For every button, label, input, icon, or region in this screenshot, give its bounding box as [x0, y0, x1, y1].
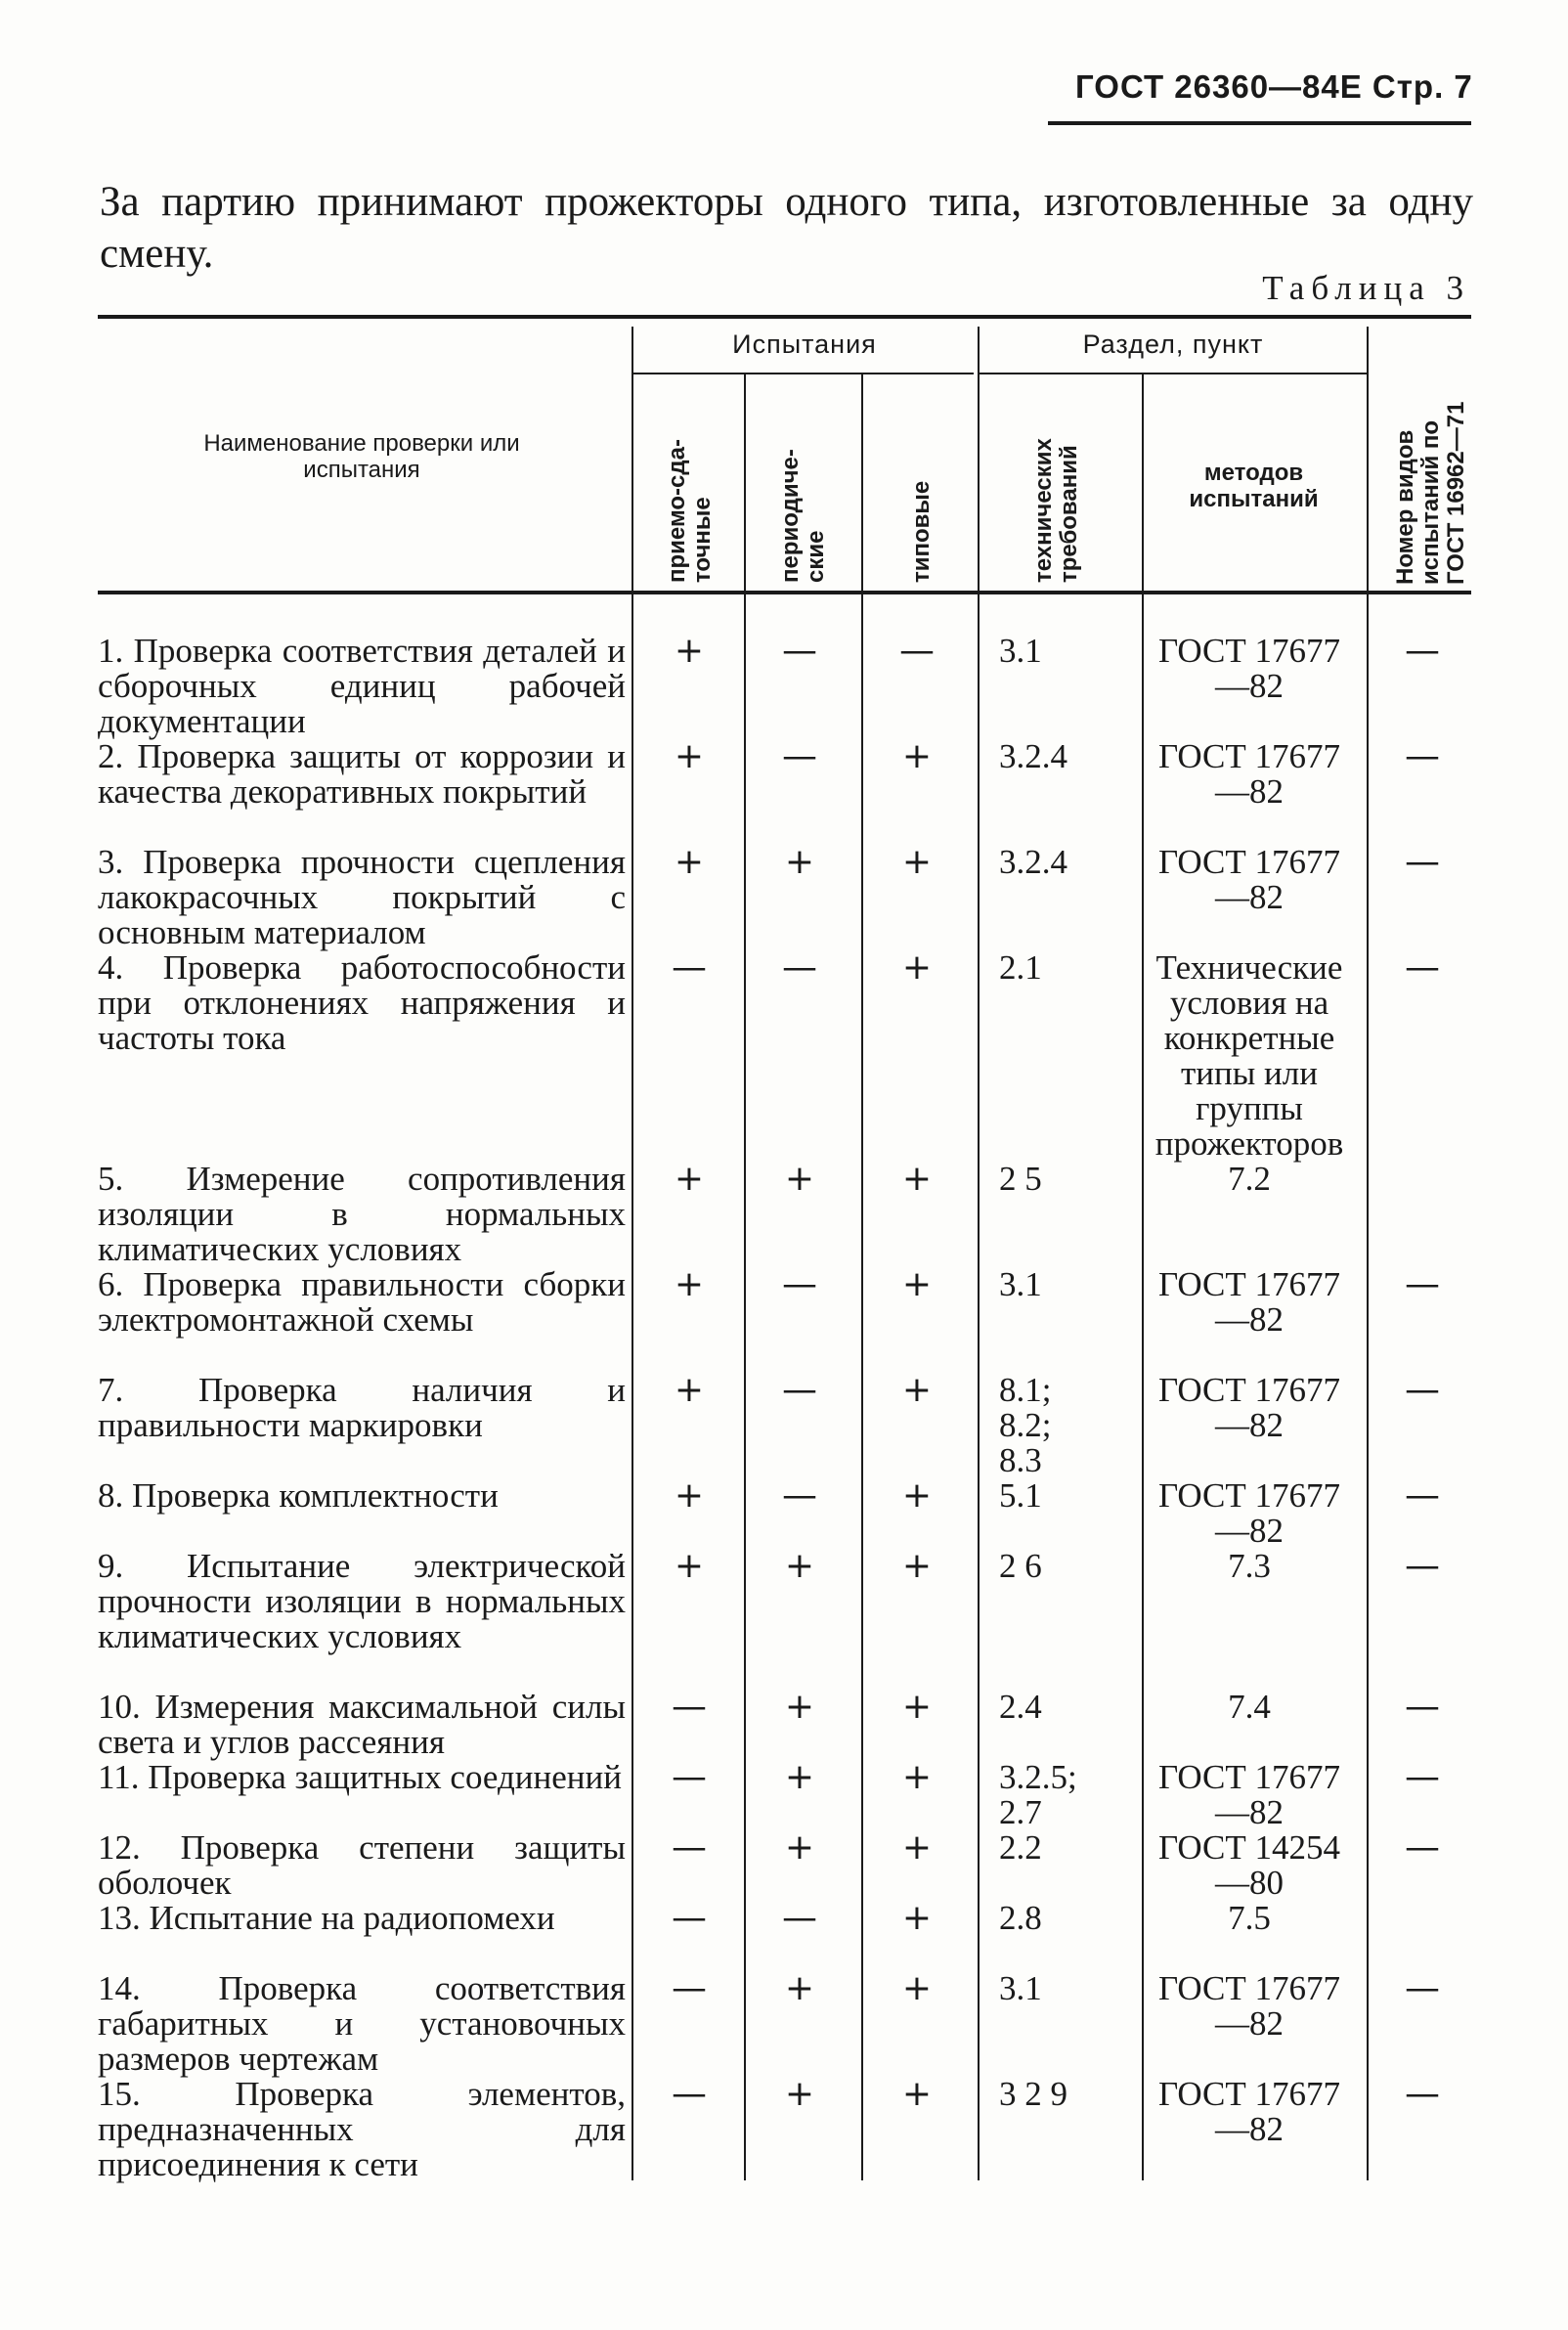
cell-gost: —: [1405, 1757, 1440, 1797]
cell-acceptance: —: [672, 1757, 707, 1797]
cell-gost: —: [1405, 1475, 1440, 1516]
cell-acceptance: —: [672, 1898, 707, 1938]
col-divider: [978, 327, 980, 2180]
cell-gost: —: [1405, 842, 1440, 882]
row-name: 7. Проверка наличия и правильности маркировки: [98, 1371, 626, 1444]
cell-gost: —: [1405, 1264, 1440, 1304]
cell-periodic: +: [784, 1757, 815, 1797]
cell-acceptance: +: [674, 1159, 705, 1199]
row-name: 9. Испытание электрической прочности изоляции в нормальных климатических условиях: [98, 1547, 626, 1655]
cell-methods: ГОСТ 17677—82: [1157, 737, 1341, 811]
cell-tech: 2 6: [999, 1547, 1042, 1585]
cell-methods: ГОСТ 17677—82: [1157, 1265, 1341, 1339]
cell-periodic: —: [782, 1264, 817, 1304]
cell-methods: ГОСТ 17677—82: [1157, 1969, 1341, 2043]
cell-acceptance: +: [674, 1475, 705, 1516]
row-name: 6. Проверка правильности сборки электромонтажной схемы: [98, 1265, 626, 1339]
row-name: 5. Измерение сопротивления изоляции в нормальных климатических условиях: [98, 1160, 626, 1268]
cell-tech: 3.2.4: [999, 737, 1067, 775]
cell-tech: 2.2: [999, 1828, 1042, 1867]
cell-periodic: —: [782, 1370, 817, 1410]
cell-tech: 3.1: [999, 1969, 1042, 2007]
cell-type: +: [901, 2074, 933, 2114]
cell-acceptance: —: [672, 2074, 707, 2114]
section-group-rule: [980, 373, 1367, 374]
cell-tech: 3.1: [999, 632, 1042, 670]
cell-methods: Технические условия на конкретные типы или группы прожекторов: [1154, 948, 1344, 1163]
row-name: 14. Проверка соответствия габаритных и установочных размеров чертежам: [98, 1969, 626, 2078]
cell-type: —: [899, 631, 935, 671]
header-section-tech: технических требований: [1030, 438, 1082, 583]
cell-periodic: +: [784, 1687, 815, 1727]
cell-tech: 3.2.5; 2.7: [999, 1758, 1077, 1831]
cell-acceptance: +: [674, 1370, 705, 1410]
cell-tech: 3.2.4: [999, 843, 1067, 881]
cell-gost: —: [1405, 1546, 1440, 1586]
row-name: 3. Проверка прочности сцепления лакокрасочных покрытий с основным материалом: [98, 843, 626, 951]
cell-periodic: +: [784, 1546, 815, 1586]
tests-group-rule: [633, 373, 974, 374]
page-header-title: ГОСТ 26360—84Е Стр. 7: [1075, 68, 1473, 105]
header-rule: [1048, 121, 1471, 125]
cell-type: +: [901, 1264, 933, 1304]
cell-tech: 2.8: [999, 1899, 1042, 1937]
table-top-rule: [98, 315, 1471, 319]
table-caption: Таблица 3: [1262, 269, 1470, 307]
cell-type: +: [901, 1757, 933, 1797]
table-header-bottom-rule: [98, 591, 1471, 594]
cell-periodic: +: [784, 2074, 815, 2114]
row-name: 4. Проверка работоспособности при отклонениях напряжения и частоты тока: [98, 948, 626, 1057]
cell-methods: ГОСТ 17677—82: [1157, 1371, 1341, 1444]
cell-gost: —: [1405, 1687, 1440, 1727]
cell-tech: 5.1: [999, 1476, 1042, 1515]
header-tests-type: типовые: [908, 480, 935, 583]
cell-tech: 8.1; 8.2; 8.3: [999, 1371, 1052, 1479]
cell-type: +: [901, 1687, 933, 1727]
cell-periodic: —: [782, 947, 817, 988]
row-name: 8. Проверка комплектности: [98, 1476, 499, 1515]
cell-acceptance: —: [672, 1687, 707, 1727]
cell-periodic: —: [782, 736, 817, 776]
cell-tech: 2.4: [999, 1688, 1042, 1726]
cell-tech: 2 5: [999, 1160, 1042, 1198]
row-name: 10. Измерения максимальной силы света и углов рассеяния: [98, 1688, 626, 1761]
cell-methods: ГОСТ 17677—82: [1157, 1476, 1341, 1550]
cell-periodic: +: [784, 842, 815, 882]
row-name: 15. Проверка элементов, предназначенных для присоединения к сети: [98, 2075, 626, 2183]
cell-periodic: +: [784, 1968, 815, 2008]
cell-gost: —: [1405, 1968, 1440, 2008]
cell-periodic: —: [782, 1898, 817, 1938]
cell-methods: ГОСТ 17677—82: [1157, 843, 1341, 916]
cell-type: +: [901, 1827, 933, 1868]
row-name: 13. Испытание на радиопомехи: [98, 1899, 555, 1937]
row-name: 11. Проверка защитных соединений: [98, 1758, 622, 1796]
cell-type: +: [901, 947, 933, 988]
cell-acceptance: —: [672, 947, 707, 988]
cell-periodic: —: [782, 631, 817, 671]
cell-gost: —: [1405, 631, 1440, 671]
cell-tech: 3.1: [999, 1265, 1042, 1303]
cell-methods: ГОСТ 14254—80: [1157, 1828, 1341, 1902]
header-tests-acceptance: приемо-сда-точные: [664, 439, 716, 583]
cell-gost: —: [1405, 1827, 1440, 1868]
cell-type: +: [901, 736, 933, 776]
cell-gost: —: [1405, 736, 1440, 776]
header-gost-number: Номер видов испытаний по ГОСТ 16962—71: [1392, 401, 1469, 585]
header-section-group: Раздел, пункт: [1082, 330, 1264, 359]
cell-tech: 3 2 9: [999, 2075, 1067, 2113]
row-name: 1. Проверка соответствия деталей и сборочных единиц рабочей документации: [98, 632, 626, 740]
cell-type: +: [901, 1968, 933, 2008]
cell-acceptance: +: [674, 1546, 705, 1586]
cell-methods: ГОСТ 17677—82: [1157, 632, 1341, 705]
cell-gost: —: [1405, 947, 1440, 988]
cell-methods: 7.2: [1228, 1160, 1271, 1198]
cell-periodic: —: [782, 1475, 817, 1516]
cell-methods: ГОСТ 17677—82: [1157, 1758, 1341, 1831]
cell-acceptance: +: [674, 842, 705, 882]
cell-acceptance: —: [672, 1827, 707, 1868]
intro-paragraph: За партию принимают прожекторы одного типа, изготовленные за одну смену.: [100, 179, 1473, 277]
cell-type: +: [901, 1159, 933, 1199]
col-divider: [1367, 327, 1369, 2180]
header-section-methods: методов испытаний: [1189, 460, 1319, 512]
cell-type: +: [901, 842, 933, 882]
cell-acceptance: +: [674, 736, 705, 776]
cell-type: +: [901, 1370, 933, 1410]
cell-methods: 7.3: [1228, 1547, 1271, 1585]
cell-periodic: +: [784, 1827, 815, 1868]
header-tests-periodic: периодиче-ские: [777, 449, 829, 583]
cell-acceptance: +: [674, 1264, 705, 1304]
header-name: Наименование проверки или испытания: [203, 430, 520, 483]
cell-acceptance: +: [674, 631, 705, 671]
cell-methods: 7.4: [1228, 1688, 1271, 1726]
cell-periodic: +: [784, 1159, 815, 1199]
col-divider: [632, 327, 633, 2180]
cell-type: +: [901, 1898, 933, 1938]
cell-gost: —: [1405, 1370, 1440, 1410]
row-name: 2. Проверка защиты от коррозии и качества декоративных покрытий: [98, 737, 626, 811]
header-tests-group: Испытания: [732, 330, 877, 359]
row-name: 12. Проверка степени защиты оболочек: [98, 1828, 626, 1902]
cell-type: +: [901, 1546, 933, 1586]
cell-methods: 7.5: [1228, 1899, 1271, 1937]
cell-type: +: [901, 1475, 933, 1516]
cell-acceptance: —: [672, 1968, 707, 2008]
cell-tech: 2.1: [999, 948, 1042, 987]
cell-gost: —: [1405, 2074, 1440, 2114]
cell-methods: ГОСТ 17677—82: [1157, 2075, 1341, 2148]
